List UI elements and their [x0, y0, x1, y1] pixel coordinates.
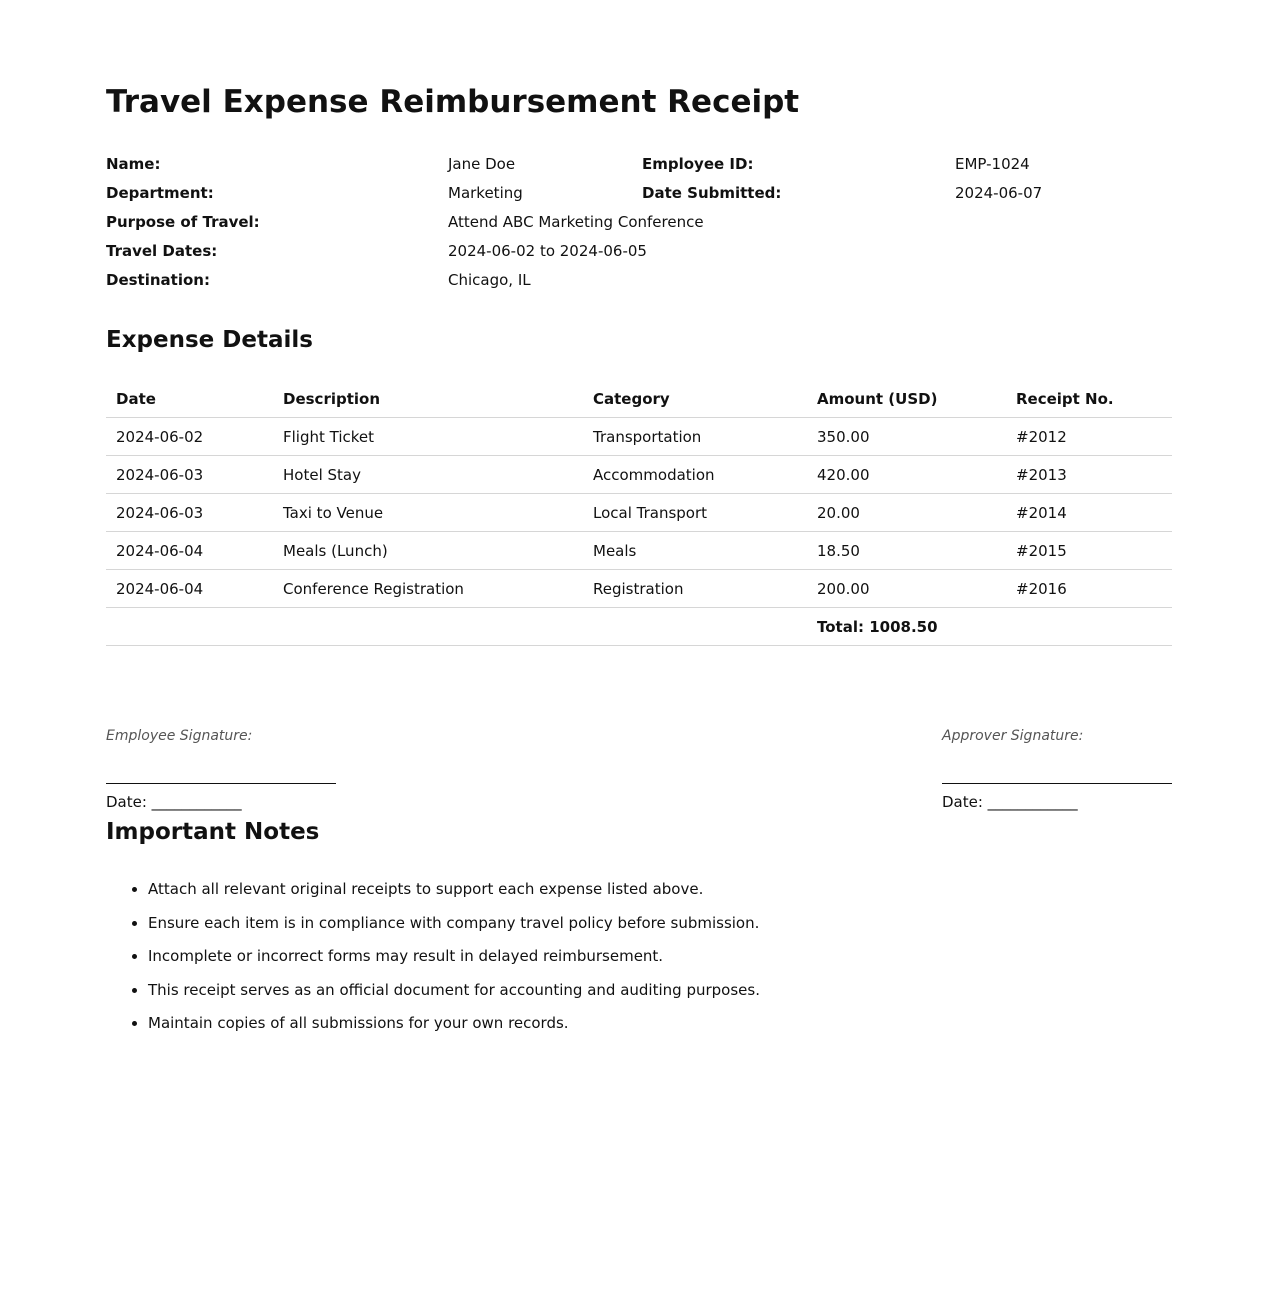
date-submitted-label: Date Submitted:: [642, 184, 782, 202]
approver-signature-date: Date: ____________: [942, 793, 1078, 811]
purpose-label: Purpose of Travel:: [106, 213, 260, 231]
name-label: Name:: [106, 155, 161, 173]
cell-amount: 420.00: [807, 456, 1006, 494]
expense-details-heading: Expense Details: [106, 327, 313, 353]
employee-signature-line: [106, 783, 336, 784]
cell-date: 2024-06-03: [106, 494, 273, 532]
employee-id-value: EMP-1024: [955, 155, 1030, 173]
cell-category: Meals: [583, 532, 807, 570]
total-row: [106, 608, 1172, 646]
purpose-value: Attend ABC Marketing Conference: [448, 213, 704, 231]
list-item: • Ensure each item is in compliance with company travel policy before submission.: [148, 906, 760, 940]
cell-date: 2024-06-02: [106, 418, 273, 456]
employee-id-label: Employee ID:: [642, 155, 754, 173]
travel-dates-value: 2024-06-02 to 2024-06-05: [448, 242, 647, 260]
approver-signature-block: [942, 726, 1172, 812]
total-amount: Total: 1008.50: [807, 608, 1006, 646]
cell-receipt-no: #2012: [1006, 418, 1172, 456]
list-item: • This receipt serves as an official document for accounting and auditing purposes.: [148, 973, 760, 1007]
info-row-purpose: [106, 211, 1172, 240]
department-label: Department:: [106, 184, 214, 202]
info-row-name: [106, 153, 1172, 182]
cell-receipt-no: #2014: [1006, 494, 1172, 532]
cell-date: 2024-06-03: [106, 456, 273, 494]
cell-description: Conference Registration: [273, 570, 583, 608]
info-row-destination: [106, 269, 1172, 298]
table-row: [106, 456, 1172, 494]
header-date: Date: [106, 380, 273, 418]
date-submitted-value: 2024-06-07: [955, 184, 1043, 202]
header-receipt-no: Receipt No.: [1006, 380, 1172, 418]
page-title: Travel Expense Reimbursement Receipt: [106, 84, 800, 120]
expense-table-header: [106, 380, 1172, 418]
cell-description: Meals (Lunch): [273, 532, 583, 570]
cell-category: Transportation: [583, 418, 807, 456]
cell-description: Flight Ticket: [273, 418, 583, 456]
list-item: • Incomplete or incorrect forms may result in delayed reimbursement.: [148, 939, 760, 973]
header-description: Description: [273, 380, 583, 418]
cell-category: Accommodation: [583, 456, 807, 494]
list-item: • Maintain copies of all submissions for your own records.: [148, 1006, 760, 1040]
cell-amount: 350.00: [807, 418, 1006, 456]
destination-label: Destination:: [106, 271, 210, 289]
cell-date: 2024-06-04: [106, 532, 273, 570]
travel-dates-label: Travel Dates:: [106, 242, 218, 260]
cell-receipt-no: #2013: [1006, 456, 1172, 494]
cell-amount: 18.50: [807, 532, 1006, 570]
cell-category: Local Transport: [583, 494, 807, 532]
cell-amount: 200.00: [807, 570, 1006, 608]
list-item: • Attach all relevant original receipts to support each expense listed above.: [148, 872, 760, 906]
cell-description: Taxi to Venue: [273, 494, 583, 532]
table-row: [106, 532, 1172, 570]
employee-info: [106, 153, 1172, 298]
destination-value: Chicago, IL: [448, 271, 531, 289]
important-notes-heading: Important Notes: [106, 819, 320, 845]
table-row: [106, 494, 1172, 532]
employee-signature-date: Date: ____________: [106, 793, 242, 811]
info-row-department: [106, 182, 1172, 211]
cell-amount: 20.00: [807, 494, 1006, 532]
cell-date: 2024-06-04: [106, 570, 273, 608]
cell-receipt-no: #2015: [1006, 532, 1172, 570]
info-row-travel-dates: [106, 240, 1172, 269]
cell-category: Registration: [583, 570, 807, 608]
approver-signature-line: [942, 783, 1172, 784]
table-row: [106, 418, 1172, 456]
employee-signature-label: Employee Signature:: [106, 728, 253, 744]
cell-receipt-no: #2016: [1006, 570, 1172, 608]
department-value: Marketing: [448, 184, 523, 202]
cell-description: Hotel Stay: [273, 456, 583, 494]
expense-table: [106, 380, 1172, 646]
header-amount: Amount (USD): [807, 380, 1006, 418]
name-value: Jane Doe: [448, 155, 516, 173]
approver-signature-label: Approver Signature:: [942, 728, 1084, 744]
notes-list: [106, 872, 760, 1040]
employee-signature-block: [106, 726, 336, 812]
table-row: [106, 570, 1172, 608]
header-category: Category: [583, 380, 807, 418]
